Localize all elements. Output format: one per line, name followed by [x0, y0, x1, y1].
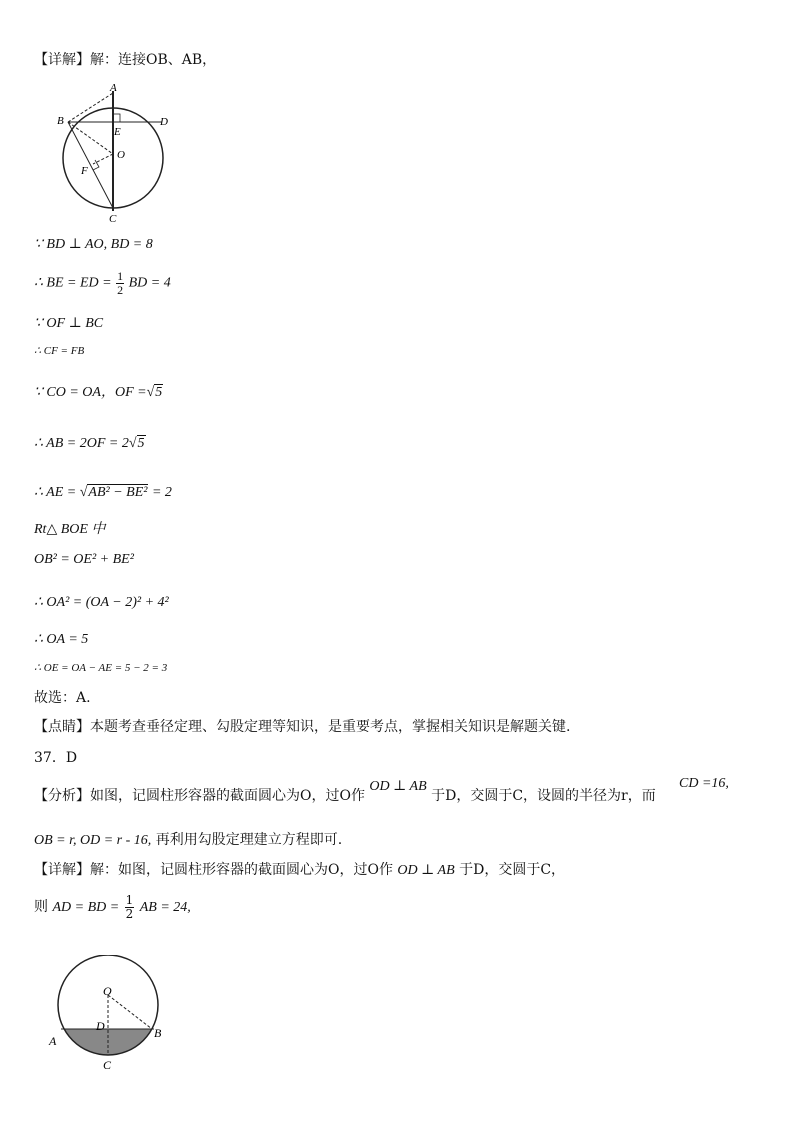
sqrt-ab-be: AB² − BE² [88, 485, 148, 500]
answer-choice: 故选：A. [34, 690, 91, 706]
label-b: B [57, 115, 64, 127]
step-3: ∵ OF ⊥ BC [34, 316, 104, 331]
label2-a: A [49, 1034, 57, 1048]
comment-line: 【点睛】本题考查垂径定理、勾股定理等知识，是重要考点，掌握相关知识是解题关键. [34, 719, 571, 735]
then-text-b: AB = 24, [139, 900, 191, 916]
sqrt-5b: 5 [137, 436, 145, 451]
step-6-left: ∴ AB = 2OF = 2 [34, 436, 129, 451]
right-angle-e [113, 114, 120, 122]
step-6: ∴ AB = 2OF = 2√5 [34, 436, 145, 451]
fraction-half [116, 270, 124, 296]
label-a: A [110, 82, 117, 94]
detail-expr: OD ⊥ AB [397, 863, 455, 878]
fraction-numerator-2: 1 [125, 893, 134, 907]
circle-figure-2 [46, 955, 176, 1075]
label-e: E [114, 126, 121, 138]
detail-text-b: 于D，交圆于C， [459, 862, 566, 878]
fraction-denominator: 2 [117, 282, 124, 297]
then-text-a: 则 [34, 899, 48, 916]
step-7-right: = 2 [151, 485, 172, 500]
analysis-expr: OD ⊥ AB [369, 779, 427, 794]
analysis-line-2 [34, 832, 342, 850]
label-o: O [117, 149, 125, 161]
label2-o: O [103, 984, 112, 998]
fraction-numerator: 1 [117, 269, 124, 283]
label-f: F [81, 165, 88, 177]
step-2-left: ∴ BE = ED = [34, 275, 112, 291]
label-d: D [160, 116, 168, 128]
analysis-text-b: 于D，交圆于C，设圆的半径为r，而 [431, 788, 656, 804]
analysis-line2-text: 再利用勾股定理建立方程即可. [155, 832, 343, 848]
step-4: ∴ CF = FB [34, 345, 85, 357]
analysis-line-1 [34, 779, 656, 806]
step-5: ∵ CO = OA，OF =√5 [34, 385, 163, 400]
detail-text-a: 【详解】解：如图，记圆柱形容器的截面圆心为O，过O作 [34, 862, 393, 878]
label-c: C [109, 213, 117, 223]
step-1: ∵ BD ⊥ AO, BD = 8 [34, 237, 153, 252]
step-9: OB² = OE² + BE² [34, 552, 134, 567]
then-line [34, 894, 191, 920]
analysis-text-a: 【分析】如图，记圆柱形容器的截面圆心为O，过O作 [34, 788, 365, 804]
step-10: ∴ OA² = (OA − 2)² + 4² [34, 595, 169, 610]
label2-c: C [103, 1058, 112, 1072]
detail-line-2 [34, 862, 565, 880]
question-number: 37．D [34, 750, 78, 766]
then-expr: AD = BD = [52, 900, 120, 916]
sqrt-5: 5 [155, 385, 163, 400]
analysis-cd: CD =16, [679, 776, 729, 791]
analysis-line2-expr: OB = r, OD = r - 16, [34, 833, 152, 848]
line-ab [68, 93, 113, 122]
detail-heading: 【详解】解：连接OB、AB， [34, 52, 217, 68]
fraction-denominator-2: 2 [125, 906, 134, 921]
fraction-half-2 [125, 894, 135, 920]
step-8: Rt△ BOE 中 [34, 522, 106, 537]
line-bc [68, 122, 113, 208]
step-2-right: BD = 4 [128, 275, 171, 291]
label2-b: B [154, 1026, 162, 1040]
label2-d: D [96, 1019, 105, 1033]
line-ob [108, 995, 152, 1029]
step-7-left: ∴ AE = [34, 485, 77, 500]
step-2 [34, 270, 171, 296]
circle-figure-1 [50, 78, 180, 223]
step-11: ∴ OA = 5 [34, 632, 89, 647]
step-12: ∴ OE = OA − AE = 5 − 2 = 3 [34, 662, 168, 674]
step-5-left: ∵ CO = OA，OF = [34, 385, 147, 400]
step-7: ∴ AE = √AB² − BE² = 2 [34, 485, 172, 500]
